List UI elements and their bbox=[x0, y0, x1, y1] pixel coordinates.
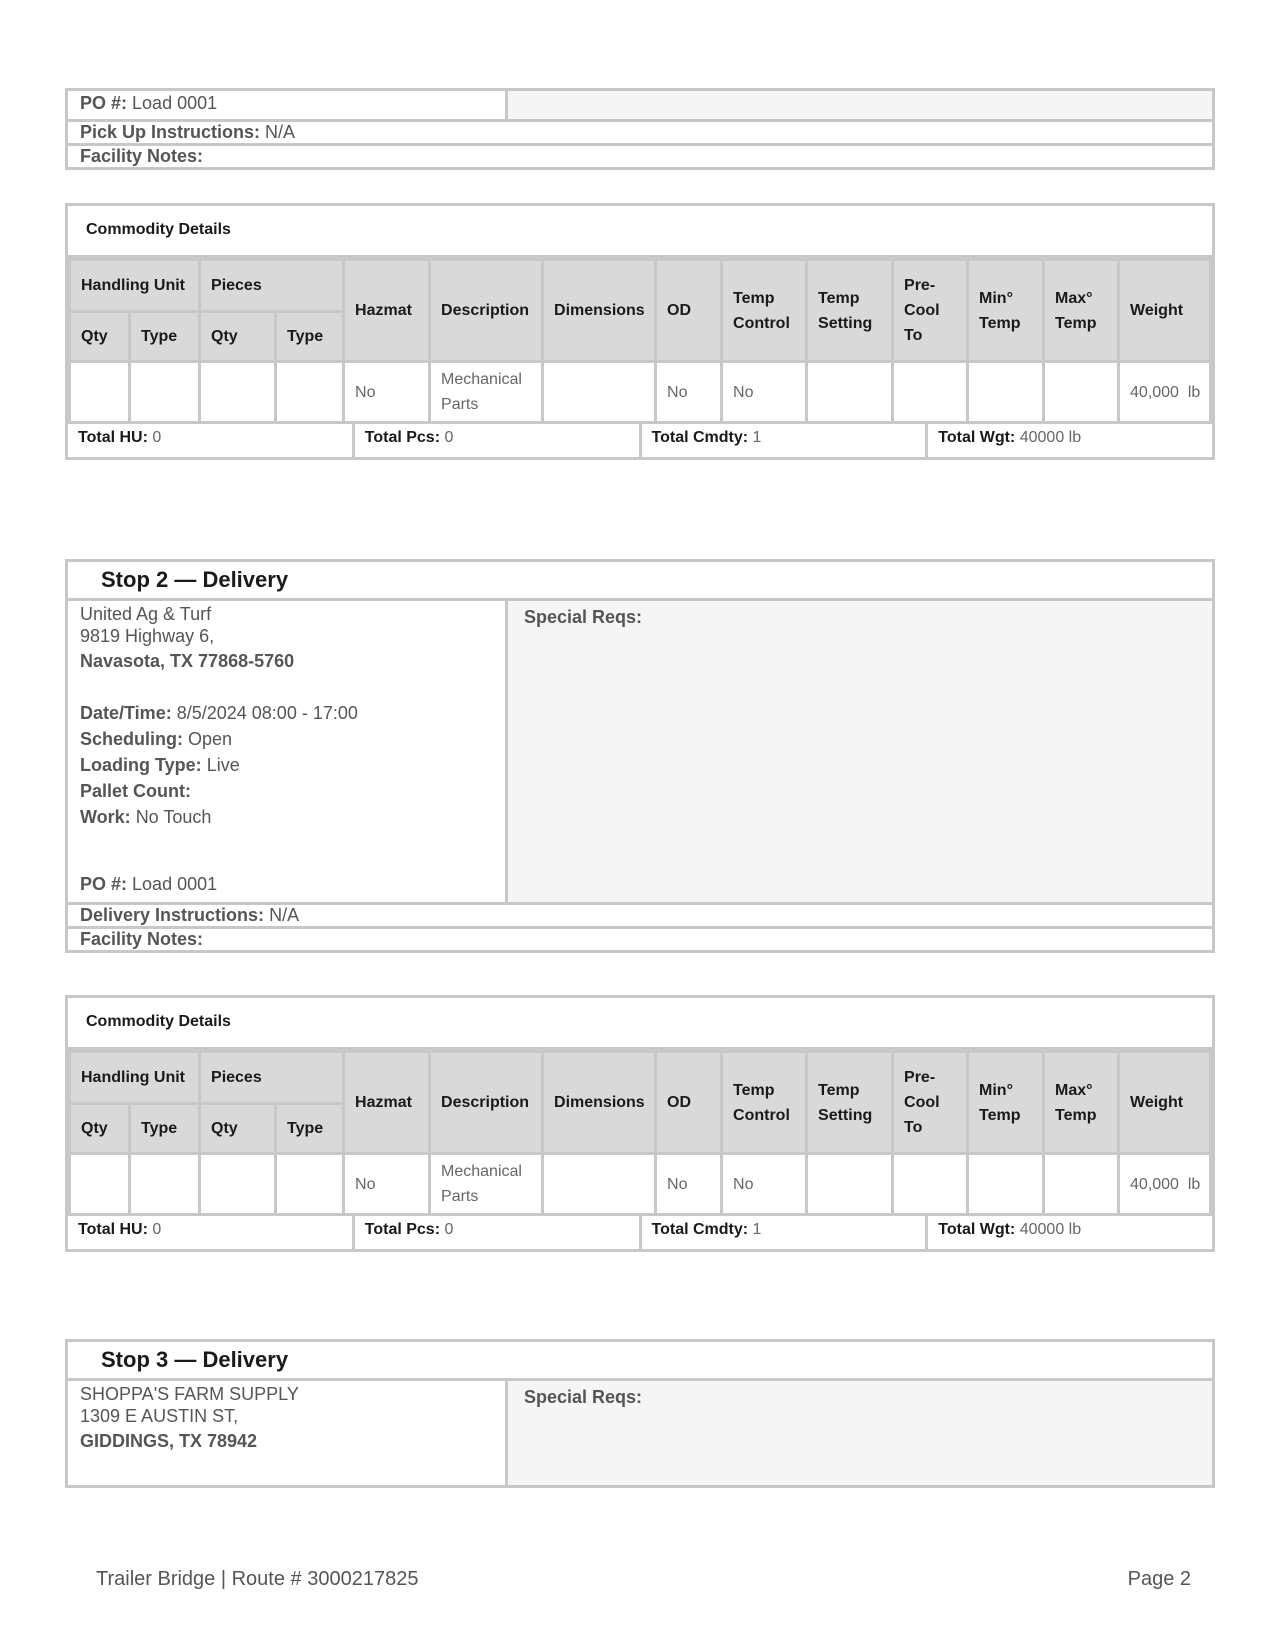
hu-qty-header: Qty bbox=[70, 312, 130, 362]
stop-2-work: Work: No Touch bbox=[80, 807, 212, 827]
total-hu: Total HU: 0 bbox=[78, 429, 162, 446]
stop-2-scheduling: Scheduling: Open bbox=[80, 729, 233, 749]
pieces-header: Pieces bbox=[200, 260, 344, 312]
commodity-details-box-2 bbox=[65, 995, 1215, 1252]
pieces-qty-cell bbox=[200, 362, 276, 423]
commodity-details-box-1 bbox=[65, 203, 1215, 460]
pieces-type-cell bbox=[276, 1154, 344, 1215]
dimensions-cell bbox=[543, 362, 656, 423]
total-cmdty: Total Cmdty: 1 bbox=[639, 424, 926, 457]
pickup-instructions-label: Pick Up Instructions: bbox=[80, 122, 261, 142]
pieces-qty-header: Qty bbox=[200, 312, 276, 362]
stop-2-name: United Ag & Turf bbox=[80, 604, 212, 624]
hazmat-cell: No bbox=[344, 1154, 430, 1215]
stop-2-special-reqs: Special Reqs: bbox=[508, 601, 1212, 902]
commodity-table-1 bbox=[68, 258, 1212, 424]
table-row bbox=[70, 1154, 1211, 1215]
po-blank-cell bbox=[508, 91, 1212, 119]
footer-route: Trailer Bridge | Route # 3000217825 bbox=[96, 1568, 419, 1590]
stop-3-name: SHOPPA'S FARM SUPPLY bbox=[80, 1384, 299, 1404]
total-wgt: Total Wgt: 40000 lb bbox=[925, 1216, 1212, 1249]
temp-control-header: Temp Control bbox=[722, 1052, 807, 1154]
stop-2-address bbox=[68, 601, 508, 902]
max-temp-cell bbox=[1044, 1154, 1119, 1215]
pieces-type-header: Type bbox=[276, 312, 344, 362]
stop-2-city: Navasota, TX 77868-5760 bbox=[80, 651, 295, 671]
precool-cell bbox=[893, 1154, 968, 1215]
commodity-table-2 bbox=[68, 1050, 1212, 1216]
pieces-type-cell bbox=[276, 362, 344, 423]
commodity-title: Commodity Details bbox=[68, 206, 1212, 258]
stop-2-po: PO #: Load 0001 bbox=[80, 874, 218, 894]
weight-header: Weight bbox=[1119, 1052, 1211, 1154]
dimensions-cell bbox=[543, 1154, 656, 1215]
precool-cell bbox=[893, 362, 968, 423]
weight-cell: 40,000 lb bbox=[1119, 362, 1211, 423]
stop-2-facility-notes-row bbox=[68, 929, 1212, 950]
temp-control-cell: No bbox=[722, 362, 807, 423]
hazmat-header: Hazmat bbox=[344, 1052, 430, 1154]
min-temp-header: Min° Temp bbox=[968, 1052, 1044, 1154]
footer-page-number: Page 2 bbox=[1127, 1568, 1191, 1590]
po-value: Load 0001 bbox=[132, 93, 218, 113]
max-temp-header: Max° Temp bbox=[1044, 260, 1119, 362]
hu-type-cell bbox=[130, 1154, 200, 1215]
total-wgt: Total Wgt: 40000 lb bbox=[925, 424, 1212, 457]
weight-header: Weight bbox=[1119, 260, 1211, 362]
handling-unit-header: Handling Unit bbox=[70, 260, 200, 312]
commodity-totals-1 bbox=[68, 424, 1212, 457]
od-cell: No bbox=[656, 362, 722, 423]
stop-2-title: Stop 2 — Delivery bbox=[68, 562, 1212, 601]
pickup-instructions-value: N/A bbox=[265, 122, 296, 142]
stop-2-street: 9819 Highway 6, bbox=[80, 626, 215, 646]
precool-header: Pre-Cool To bbox=[893, 260, 968, 362]
total-hu: Total HU: 0 bbox=[78, 1221, 162, 1238]
stop-2-box bbox=[65, 559, 1215, 953]
temp-setting-cell bbox=[807, 1154, 893, 1215]
hu-qty-header: Qty bbox=[70, 1104, 130, 1154]
handling-unit-header: Handling Unit bbox=[70, 1052, 200, 1104]
stop-2-pallet-count: Pallet Count: bbox=[80, 781, 191, 801]
precool-header: Pre-Cool To bbox=[893, 1052, 968, 1154]
description-header: Description bbox=[430, 260, 543, 362]
stop-2-datetime: Date/Time: 8/5/2024 08:00 - 17:00 bbox=[80, 703, 358, 723]
min-temp-header: Min° Temp bbox=[968, 260, 1044, 362]
facility-notes-row bbox=[68, 146, 1212, 167]
dimensions-header: Dimensions bbox=[543, 260, 656, 362]
delivery-instructions-row bbox=[68, 905, 1212, 929]
description-cell: Mechanical Parts bbox=[430, 1154, 543, 1215]
po-row bbox=[68, 91, 1212, 122]
description-cell: Mechanical Parts bbox=[430, 362, 543, 423]
hazmat-cell: No bbox=[344, 362, 430, 423]
min-temp-cell bbox=[968, 362, 1044, 423]
od-header: OD bbox=[656, 1052, 722, 1154]
pieces-header: Pieces bbox=[200, 1052, 344, 1104]
stop-3-address bbox=[68, 1381, 508, 1485]
stop-3-city: GIDDINGS, TX 78942 bbox=[80, 1431, 258, 1451]
stop-2-loading-type: Loading Type: Live bbox=[80, 755, 240, 775]
pickup-info-box bbox=[65, 88, 1215, 170]
stop-3-title: Stop 3 — Delivery bbox=[68, 1342, 1212, 1381]
hu-qty-cell bbox=[70, 362, 130, 423]
po-label: PO #: bbox=[80, 93, 128, 113]
total-pcs: Total Pcs: 0 bbox=[352, 424, 639, 457]
temp-setting-header: Temp Setting bbox=[807, 260, 893, 362]
weight-cell: 40,000 lb bbox=[1119, 1154, 1211, 1215]
dimensions-header: Dimensions bbox=[543, 1052, 656, 1154]
commodity-title: Commodity Details bbox=[68, 998, 1212, 1050]
stop-2-facility-notes-label: Facility Notes: bbox=[80, 929, 204, 949]
temp-setting-header: Temp Setting bbox=[807, 1052, 893, 1154]
temp-control-header: Temp Control bbox=[722, 260, 807, 362]
min-temp-cell bbox=[968, 1154, 1044, 1215]
delivery-instructions-value: N/A bbox=[269, 905, 300, 925]
pieces-qty-cell bbox=[200, 1154, 276, 1215]
commodity-totals-2 bbox=[68, 1216, 1212, 1249]
pieces-qty-header: Qty bbox=[200, 1104, 276, 1154]
stop-3-box bbox=[65, 1339, 1215, 1488]
hu-type-header: Type bbox=[130, 1104, 200, 1154]
temp-setting-cell bbox=[807, 362, 893, 423]
pieces-type-header: Type bbox=[276, 1104, 344, 1154]
table-row bbox=[70, 362, 1211, 423]
delivery-instructions-label: Delivery Instructions: bbox=[80, 905, 265, 925]
od-header: OD bbox=[656, 260, 722, 362]
hu-qty-cell bbox=[70, 1154, 130, 1215]
max-temp-header: Max° Temp bbox=[1044, 1052, 1119, 1154]
hazmat-header: Hazmat bbox=[344, 260, 430, 362]
pickup-instructions-row bbox=[68, 122, 1212, 146]
description-header: Description bbox=[430, 1052, 543, 1154]
hu-type-header: Type bbox=[130, 312, 200, 362]
max-temp-cell bbox=[1044, 362, 1119, 423]
total-cmdty: Total Cmdty: 1 bbox=[639, 1216, 926, 1249]
hu-type-cell bbox=[130, 362, 200, 423]
total-pcs: Total Pcs: 0 bbox=[352, 1216, 639, 1249]
temp-control-cell: No bbox=[722, 1154, 807, 1215]
stop-3-street: 1309 E AUSTIN ST, bbox=[80, 1406, 239, 1426]
od-cell: No bbox=[656, 1154, 722, 1215]
facility-notes-label: Facility Notes: bbox=[80, 146, 204, 166]
stop-3-special-reqs: Special Reqs: bbox=[508, 1381, 1212, 1485]
